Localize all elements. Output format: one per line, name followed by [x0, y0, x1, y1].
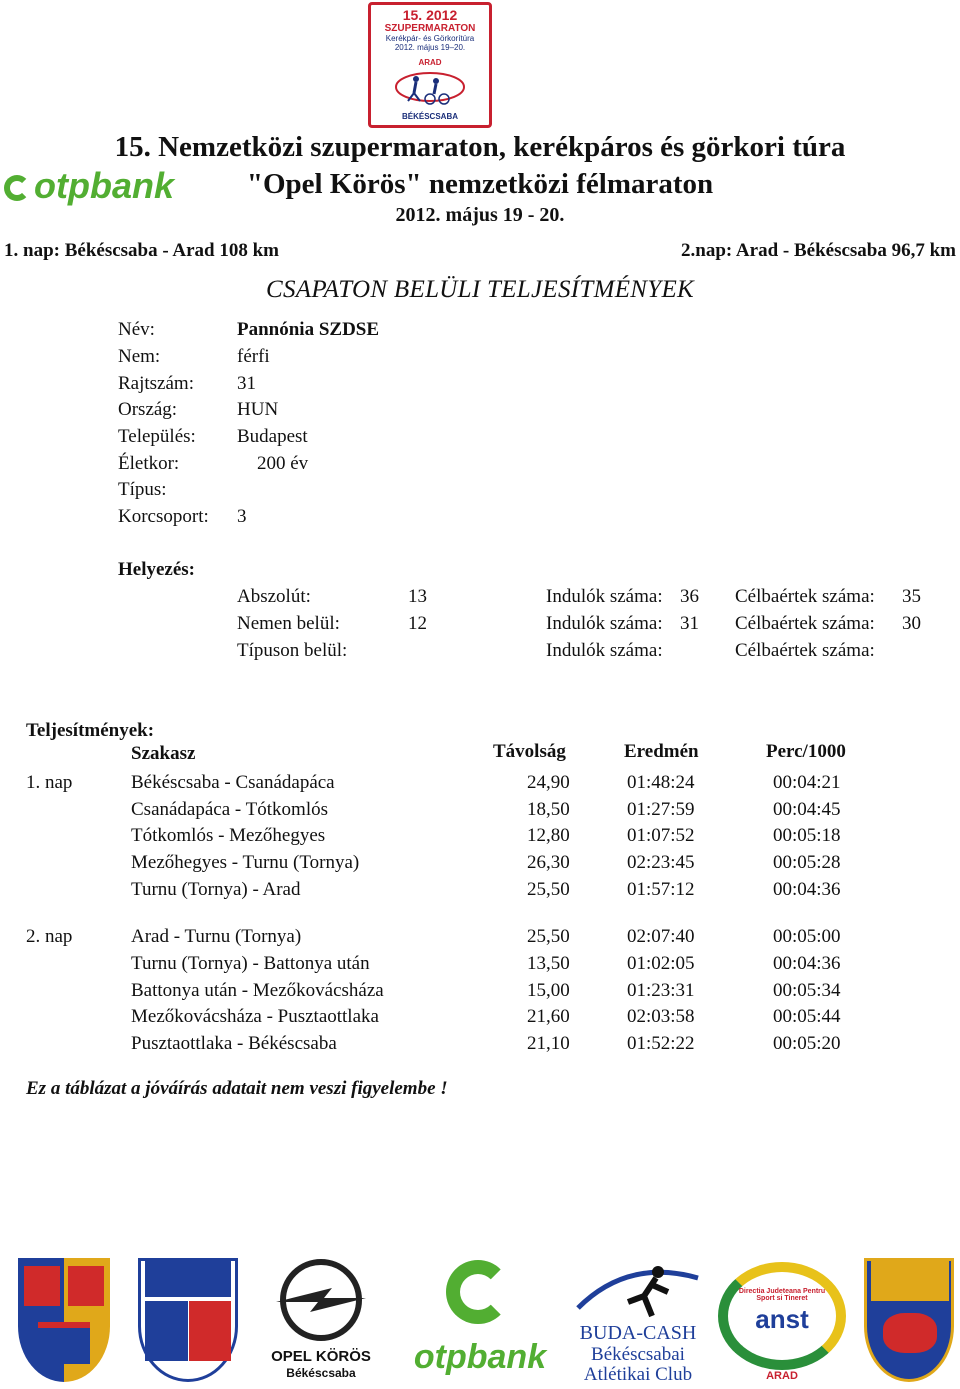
- segment-distance: 13,50: [527, 953, 570, 974]
- event-logo: [368, 2, 492, 128]
- placement-rank: 13: [408, 586, 427, 607]
- segment-distance: 24,90: [527, 772, 570, 793]
- placement-rank: 12: [408, 613, 427, 634]
- cross-icon: [68, 1266, 104, 1306]
- buda-cash-logo: [568, 1258, 708, 1385]
- name-label: Név:: [118, 319, 155, 340]
- opel-line2: Békéscsaba: [286, 1366, 356, 1380]
- segment-pace: 00:05:00: [773, 926, 841, 947]
- runner-cyclist-icon: [390, 67, 470, 107]
- town-value: Budapest: [237, 426, 308, 447]
- segment-name: Mezőhegyes - Turnu (Tornya): [131, 852, 360, 873]
- col-result: Eredmén: [624, 741, 699, 762]
- finishers-count: 35: [902, 586, 921, 607]
- segment-pace: 00:04:45: [773, 799, 841, 820]
- placement-heading: Helyezés:: [118, 559, 196, 580]
- dj-sport-arad-logo: [712, 1258, 852, 1382]
- title-line1: 15. Nemzetközi szupermaraton, kerékpáros és görkori túra: [114, 131, 846, 163]
- segment-result: 01:27:59: [627, 799, 695, 820]
- placement-label: Típuson belül:: [237, 640, 348, 661]
- finishers-label: Célbaértek száma:: [735, 613, 875, 634]
- logo-number: 15. 2012: [402, 7, 458, 23]
- segment-name: Turnu (Tornya) - Arad: [131, 879, 301, 900]
- segment-distance: 12,80: [527, 825, 570, 846]
- segment-name: Mezőkovácsháza - Pusztaottlaka: [131, 1006, 379, 1027]
- segment-result: 01:57:12: [627, 879, 695, 900]
- logo-city-bottom: BÉKÉSCSABA: [401, 112, 458, 121]
- dj-text: Directia Judeteana Pentru Sport si Tineret: [738, 1288, 826, 1302]
- logo-line2: Kerékpár- és Görkorítúra: [385, 34, 475, 43]
- otp-ring-icon: [4, 175, 30, 201]
- segment-name: Turnu (Tornya) - Battonya után: [131, 953, 370, 974]
- town-label: Település:: [118, 426, 196, 447]
- logo-line1: SZUPERMARATON: [384, 23, 476, 34]
- dj-city: ARAD: [766, 1370, 798, 1382]
- opel-blitz-icon: [262, 1258, 380, 1342]
- finishers-label: Célbaértek száma:: [735, 640, 875, 661]
- segment-pace: 00:05:20: [773, 1033, 841, 1054]
- otp-text: otpbank: [413, 1338, 547, 1376]
- footnote: Ez a táblázat a jóváírás adatait nem veszi figyelembe !: [26, 1078, 448, 1099]
- coat-of-arms-arad-icon: [138, 1258, 238, 1382]
- segment-distance: 15,00: [527, 980, 570, 1001]
- segment-distance: 21,60: [527, 1006, 570, 1027]
- starters-label: Indulók száma:: [546, 640, 663, 661]
- day-label: 1. nap: [26, 772, 73, 793]
- otp-ring-icon: [446, 1260, 510, 1324]
- shield-left-icon: [145, 1301, 188, 1361]
- col-pace: Perc/1000: [766, 741, 846, 762]
- segment-result: 01:23:31: [627, 980, 695, 1001]
- route-day1: 1. nap: Békéscsaba - Arad 108 km: [4, 240, 279, 261]
- segment-name: Békéscsaba - Csanádapáca: [131, 772, 335, 793]
- segment-name: Csanádapáca - Tótkomlós: [131, 799, 328, 820]
- gender-label: Nem:: [118, 346, 161, 367]
- section-heading: CSAPATON BELÜLI TELJESÍTMÉNYEK: [265, 276, 695, 303]
- segment-distance: 26,30: [527, 852, 570, 873]
- title-line2: "Opel Körös" nemzetközi félmaraton: [246, 168, 714, 200]
- segment-pace: 00:05:44: [773, 1006, 841, 1027]
- segment-pace: 00:05:18: [773, 825, 841, 846]
- segment-result: 01:02:05: [627, 953, 695, 974]
- age-label: Életkor:: [118, 453, 180, 474]
- starters-count: 36: [680, 586, 699, 607]
- performance-heading: Teljesítmények:: [26, 720, 155, 741]
- crown-icon: [145, 1261, 231, 1297]
- type-label: Típus:: [118, 479, 167, 500]
- segment-name: Pusztaottlaka - Békéscsaba: [131, 1033, 337, 1054]
- otpbank-logo-top: otpbank: [4, 165, 174, 207]
- col-segment: Szakasz: [131, 743, 196, 764]
- segment-name: Tótkomlós - Mezőhegyes: [131, 825, 326, 846]
- segment-name: Arad - Turnu (Tornya): [131, 926, 302, 947]
- segment-pace: 00:04:36: [773, 879, 841, 900]
- logo-city-top: ARAD: [418, 58, 442, 67]
- age-value: 200 év: [257, 453, 309, 474]
- placement-label: Nemen belül:: [237, 613, 340, 634]
- segment-pace: 00:04:36: [773, 953, 841, 974]
- castle-icon: [24, 1266, 60, 1306]
- anst-text: anst: [755, 1304, 809, 1334]
- event-date: 2012. május 19 - 20.: [395, 204, 565, 226]
- segment-name: Battonya után - Mezőkovácsháza: [131, 980, 384, 1001]
- stripes-icon: [38, 1322, 90, 1364]
- placement-label: Abszolút:: [237, 586, 311, 607]
- bcash-line1: BUDA-CASH: [579, 1322, 697, 1344]
- segment-pace: 00:05:34: [773, 980, 841, 1001]
- segment-pace: 00:04:21: [773, 772, 841, 793]
- segment-distance: 25,50: [527, 879, 570, 900]
- opel-line1: OPEL KÖRÖS: [271, 1348, 371, 1365]
- finishers-label: Célbaértek száma:: [735, 586, 875, 607]
- bcash-line3: Atlétikai Club: [583, 1364, 693, 1385]
- segment-distance: 25,50: [527, 926, 570, 947]
- agegroup-label: Korcsoport:: [118, 506, 209, 527]
- opel-koros-logo: [262, 1258, 380, 1382]
- runner-icon: [568, 1258, 708, 1322]
- segment-result: 01:52:22: [627, 1033, 695, 1054]
- segment-result: 01:07:52: [627, 825, 695, 846]
- day-label: 2. nap: [26, 926, 73, 947]
- segment-distance: 18,50: [527, 799, 570, 820]
- name-value: Pannónia SZDSE: [237, 319, 380, 340]
- segment-result: 02:07:40: [627, 926, 695, 947]
- gender-value: férfi: [237, 346, 270, 367]
- crown-icon: [871, 1261, 949, 1301]
- coat-of-arms-1-icon: [18, 1258, 110, 1382]
- starters-label: Indulók száma:: [546, 613, 663, 634]
- col-distance: Távolság: [493, 741, 566, 762]
- segment-result: 02:03:58: [627, 1006, 695, 1027]
- shield-right-icon: [189, 1301, 231, 1361]
- starters-label: Indulók száma:: [546, 586, 663, 607]
- logo-line3: 2012. május 19–20.: [394, 43, 466, 52]
- segment-result: 02:23:45: [627, 852, 695, 873]
- bcash-line2: Békéscsabai: [591, 1344, 685, 1365]
- coat-of-arms-bekes-icon: [864, 1258, 954, 1382]
- country-value: HUN: [237, 399, 279, 420]
- country-label: Ország:: [118, 399, 178, 420]
- segment-result: 01:48:24: [627, 772, 695, 793]
- segment-distance: 21,10: [527, 1033, 570, 1054]
- bib-value: 31: [237, 373, 256, 394]
- segment-pace: 00:05:28: [773, 852, 841, 873]
- otpbank-logo-bottom: [408, 1258, 552, 1382]
- agegroup-value: 3: [237, 506, 247, 527]
- lion-icon: [883, 1313, 937, 1353]
- route-day2: 2.nap: Arad - Békéscsaba 96,7 km: [681, 240, 956, 261]
- finishers-count: 30: [902, 613, 921, 634]
- bib-label: Rajtszám:: [118, 373, 194, 394]
- starters-count: 31: [680, 613, 699, 634]
